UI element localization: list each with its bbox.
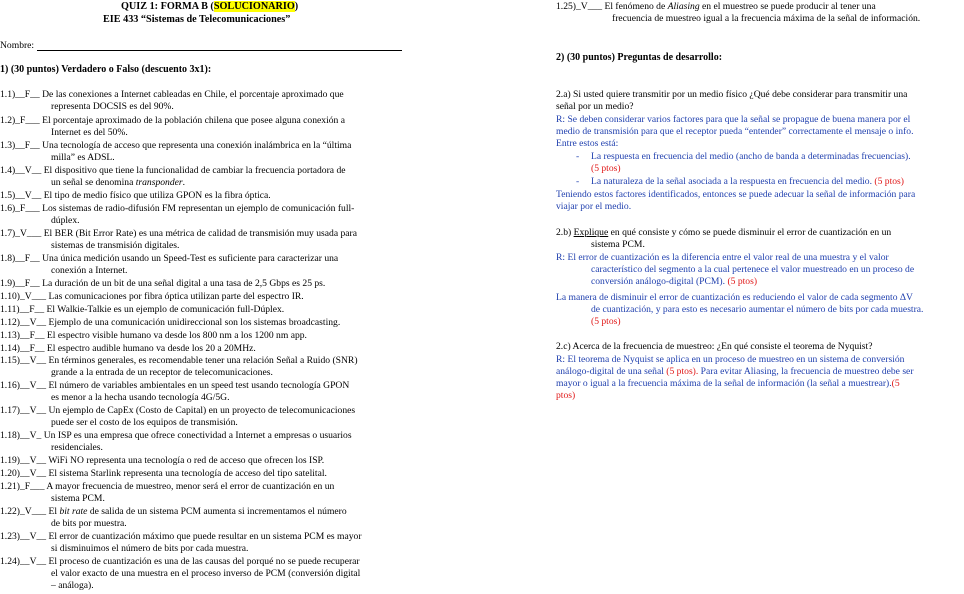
- q2c-answer-line2-prefix: análogo-digital de una señal: [556, 366, 667, 377]
- q2b-line2: sistema PCM.: [591, 239, 645, 250]
- tf-item-7-line2: sistemas de transmisión digitales.: [51, 240, 180, 251]
- tf-item-22-suffix: de salida de un sistema PCM aumenta si incrementamos el número: [87, 506, 347, 517]
- tf-item-25-italic: Aliasing: [667, 1, 700, 12]
- tf-item-3-line1: 1.3)__F__ Una tecnología de acceso que representa una conexión inalámbrica en la “última: [0, 140, 352, 151]
- tf-item-6-line1: 1.6)_F___ Los sistemas de radio-difusión FM representan un ejemplo de comunicación full-: [0, 203, 355, 214]
- q2a-bullet2: [591, 177, 904, 187]
- tf-item-8-line2: conexión a Internet.: [51, 265, 128, 276]
- q2a-bullet2-dash: -: [576, 176, 580, 187]
- tf-item-22-italic: bit rate: [59, 506, 88, 517]
- q2a-bullet1-dash: -: [576, 151, 580, 162]
- q2a-line1: 2.a) Si usted quiere transmitir por un medio físico ¿Qué debe considerar para transmitir una: [556, 89, 908, 100]
- tf-item-24-line3: – análoga).: [51, 580, 94, 591]
- tf-item-16-line1: 1.16)__V__ El número de variables ambientales en un speed test usando tecnología GPON: [0, 380, 350, 391]
- tf-item-23-line1: 1.23)__V__ El error de cuantización máximo que puede resultar en un sistema PCM es mayor: [0, 531, 362, 542]
- q2c-answer-line1: R: El teorema de Nyquist se aplica en un proceso de muestreo en un sistema de conversión: [556, 354, 905, 365]
- tf-item-1-line2: representa DOCSIS es del 90%.: [51, 101, 174, 112]
- tf-item-17-line1: 1.17)__V__ Un ejemplo de CapEx (Costo de Capital) en un proyecto de telecomunicaciones: [0, 405, 356, 416]
- tf-item-15-line1: 1.15)__V__ En términos generales, es recomendable tener una relación Señal a Ruido (SNR): [0, 355, 358, 366]
- tf-item-11-line1: 1.11)__F__ El Walkie-Talkie es un ejemplo de comunicación full-Dúplex.: [0, 304, 285, 315]
- q2c-answer-line3-pts: (5: [891, 378, 900, 389]
- q2a-answer-line2: medio de transmisión para que el receptor pueda “entender” correctamente el mensaje o info.: [556, 126, 914, 137]
- tf-item-4-line1: 1.4)__V__ El dispositivo que tiene la funcionalidad de cambiar la frecuencia portadora de: [0, 165, 346, 176]
- tf-item-12-line1: 1.12)__V__ Ejemplo de una comunicación unidireccional son los sistemas broadcasting.: [0, 317, 341, 328]
- title-prefix: QUIZ 1: FORMA B (: [121, 1, 214, 12]
- tf-item-15-line2: grande a la entrada de un receptor de telecomunicaciones.: [51, 367, 273, 378]
- title-suffix: ): [294, 1, 299, 12]
- tf-item-4-line2: [51, 178, 185, 188]
- tf-item-2-line2: Internet es del 50%.: [51, 127, 128, 138]
- q2b-underlined: Explique: [573, 227, 609, 238]
- tf-item-22-text: 1.22)_V___ El: [0, 506, 60, 517]
- q2a-bullet1-pts: (5 ptos): [591, 163, 621, 174]
- q2c-question: 2.c) Acerca de la frecuencia de muestreo: ¿En qué consiste el teorema de Nyquist?: [556, 341, 873, 352]
- q2a-answer-line1: R: Se deben considerar varios factores para que la señal se propague de buena manera por el: [556, 114, 911, 125]
- q2a-bullet2-pts: (5 ptos): [874, 176, 904, 187]
- tf-item-24-line2: el valor exacto de una muestra en el proceso inverso de PCM (conversión digital: [51, 568, 361, 579]
- tf-item-3-line2: milla” es ADSL.: [51, 152, 115, 163]
- tf-item-18-line2: residenciales.: [51, 442, 103, 453]
- tf-item-6-line2: dúplex.: [51, 215, 80, 226]
- q2c-answer-line2: [556, 367, 914, 377]
- tf-item-20-line1: 1.20)__V__ El sistema Starlink representa una tecnología de acceso del tipo satelital.: [0, 468, 327, 479]
- tf-item-17-line2: puede ser el costo de los equipos de transmisión.: [51, 417, 238, 428]
- tf-item-8-line1: 1.8)__F__ Una única medición usando un Speed-Test es suficiente para caracterizar una: [0, 253, 339, 264]
- tf-item-21-line1: 1.21)_F___ A mayor frecuencia de muestreo, menor será el error de cuantización en un: [0, 481, 335, 492]
- q2b-suffix: en qué consiste y cómo se puede disminuir el error de cuantización en un: [608, 227, 892, 238]
- q2a-line2: señal por un medio?: [556, 101, 634, 112]
- q2c-answer-line3-text: mayor o igual a la frecuencia máxima de la señal de información (la señal a muestrear).: [556, 378, 892, 389]
- tf-item-14-line1: 1.14)__F__ El espectro audible humano va desde los 20 a 20MHz.: [0, 343, 256, 354]
- tf-item-25-text: 1.25)_V___ El fenómeno de: [556, 1, 668, 12]
- tf-item-19-line1: 1.19)__V__ WiFi NO representa una tecnología o red de acceso que ofrecen los ISP.: [0, 455, 325, 466]
- tf-item-4-suffix: .: [182, 177, 186, 188]
- q2a-closing-line1: Teniendo estos factores identificados, entonces se puede adecuar la señal de información para: [556, 189, 916, 200]
- name-field-line[interactable]: [37, 50, 402, 51]
- tf-item-4-italic: transponder: [135, 177, 183, 188]
- q2c-answer-line2-suffix: Para evitar Aliasing, la frecuencia de muestreo debe ser: [698, 366, 914, 377]
- tf-item-22-line1: [0, 507, 347, 517]
- q2b-answer-line3: [591, 277, 757, 287]
- q2c-answer-line2-pts: (5 ptos).: [666, 366, 699, 377]
- tf-item-25-suffix: en el muestreo se puede producir al tener una: [699, 1, 876, 12]
- q2b-answer2-pts: (5 ptos): [591, 316, 621, 327]
- tf-item-2-line1: 1.2)_F___ El porcentaje aproximado de la población chilena que posee alguna conexión a: [0, 115, 345, 126]
- section1-title: 1) (30 puntos) Verdadero o Falso (descuento 3x1):: [0, 64, 212, 75]
- tf-item-22-line2: de bits por muestra.: [51, 518, 127, 529]
- tf-item-9-line1: 1.9)__F__ La duración de un bit de una señal digital a una tasa de 2,5 Gbps es 25 ps.: [0, 278, 326, 289]
- q2b-answer-line2: característico del segmento a la cual pertenece el valor muestreado en un proceso de: [591, 264, 915, 275]
- tf-item-25-line2: frecuencia de muestreo igual a la frecuencia máxima de la señal de información.: [612, 13, 921, 24]
- tf-item-18-line1: 1.18)__V_ Un ISP es una empresa que ofrece conectividad a Internet a empresas o usuarios: [0, 430, 352, 441]
- section2-title: 2) (30 puntos) Preguntas de desarrollo:: [556, 52, 723, 63]
- tf-item-7-line1: 1.7)_V___ El BER (Bit Error Rate) es una métrica de calidad de transmisión muy usada para: [0, 228, 357, 239]
- q2a-answer-line3: Entre estos está:: [556, 138, 619, 149]
- tf-item-13-line1: 1.13)__F__ El espectro visible humano va desde los 800 nm a los 1200 nm app.: [0, 330, 307, 341]
- name-label: Nombre:: [0, 40, 35, 51]
- tf-item-10-line1: 1.10)_V___ Las comunicaciones por fibra óptica utilizan parte del espectro IR.: [0, 291, 304, 302]
- q2b-prefix: 2.b): [556, 227, 574, 238]
- tf-item-21-line2: sistema PCM.: [51, 493, 105, 504]
- q2a-closing-line2: viajar por el medio.: [556, 201, 632, 212]
- q2b-answer-line1: R: El error de cuantización es la diferencia entre el valor real de una muestra y el valor: [556, 252, 889, 263]
- tf-item-5-line1: 1.5)__V__ El tipo de medio físico que utiliza GPON es la fibra óptica.: [0, 190, 271, 201]
- tf-item-4-text: un señal se denomina: [51, 177, 136, 188]
- tf-item-25-line1: [556, 2, 876, 12]
- tf-item-23-line2: si disminuimos el número de bits por cada muestra.: [51, 543, 249, 554]
- tf-item-1-line1: 1.1)__F__ De las conexiones a Internet cableadas en Chile, el porcentaje aproximado que: [0, 89, 344, 100]
- q2b-answer2-line2: de cuantización, y para esto es necesario aumentar el número de bits por cada muestra.: [591, 304, 924, 315]
- q2c-answer-line3: [556, 379, 900, 389]
- quiz-title: [121, 2, 298, 12]
- q2b-answer2-line1: La manera de disminuir el error de cuantización es reduciendo el valor de cada segmento ΔV: [556, 292, 913, 303]
- q2b-line1: [556, 228, 891, 238]
- title-highlight: SOLUCIONARIO: [213, 1, 295, 12]
- course-subtitle: EIE 433 “Sistemas de Telecomunicaciones”: [103, 14, 291, 25]
- q2c-answer-line4-pts: ptos): [556, 390, 576, 401]
- tf-item-24-line1: 1.24)__V__ El proceso de cuantización es una de las causas del porqué no se puede recuperar: [0, 556, 360, 567]
- q2a-bullet2-text: La naturaleza de la señal asociada a la respuesta en frecuencia del medio.: [591, 176, 872, 187]
- q2b-answer-line3-text: conversión análogo-digital (PCM).: [591, 276, 726, 287]
- q2a-bullet1: La respuesta en frecuencia del medio (ancho de banda a determinadas frecuencias).: [591, 151, 911, 162]
- q2b-answer-pts: (5 ptos): [727, 276, 758, 287]
- tf-item-16-line2: es menor a la hecha usando tecnología 4G/5G.: [51, 392, 230, 403]
